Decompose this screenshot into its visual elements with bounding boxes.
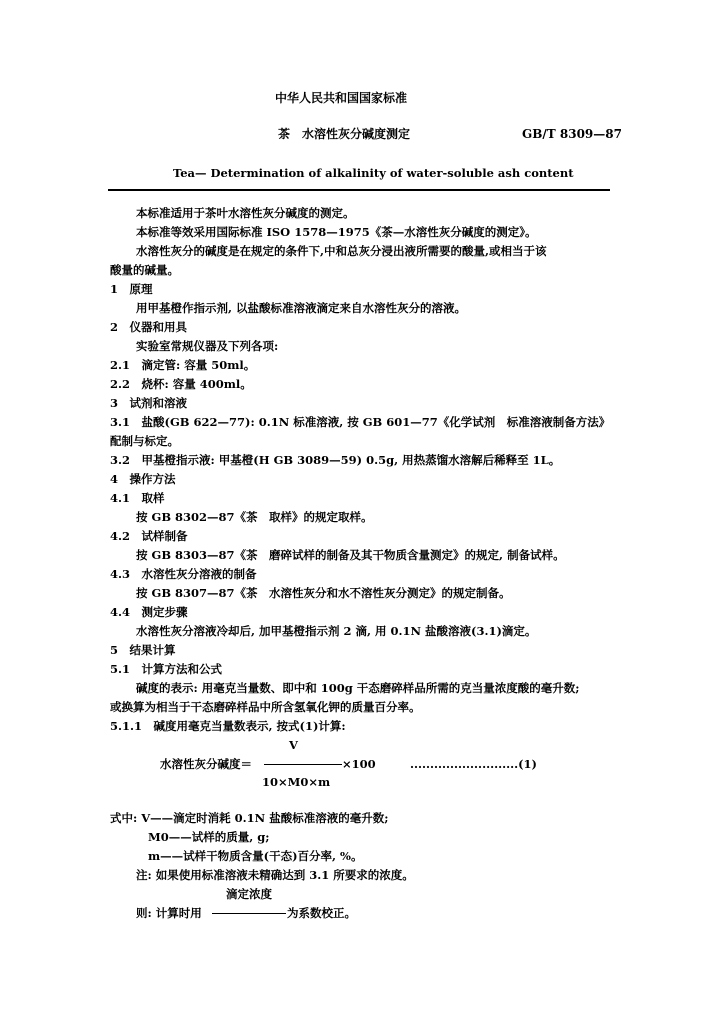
- where-m: m——试样干物质含量(干态)百分率, %。: [148, 849, 363, 863]
- standard-org-title: 中华人民共和国国家标准: [275, 91, 408, 105]
- formula-times-100: ×100: [342, 757, 376, 771]
- formula-number: ...........................(1): [410, 757, 537, 771]
- section-1-heading: 1 原理: [110, 282, 153, 296]
- note-then-suffix: 为系数校正。: [287, 906, 356, 920]
- section-4-2-text: 按 GB 8303—87《茶 磨碎试样的制备及其干物质含量测定》的规定, 制备试样。: [136, 548, 565, 562]
- section-2-text: 实验室常规仪器及下列各项:: [136, 339, 279, 353]
- intro-line-4: 酸量的碱量。: [110, 263, 179, 277]
- section-5-1-text-1: 碱度的表示: 用毫克当量数、即中和 100g 干态磨碎样品所需的克当量浓度酸的毫升数;: [136, 681, 580, 695]
- where-v: 式中: V——滴定时消耗 0.1N 盐酸标准溶液的毫升数;: [110, 811, 389, 825]
- standard-code: GB/T 8309—87: [522, 127, 622, 141]
- note-fraction-bar: [212, 913, 286, 914]
- note-then-prefix: 则: 计算时用: [136, 906, 202, 920]
- section-3-heading: 3 试剂和溶液: [110, 396, 188, 410]
- intro-line-2: 本标准等效采用国际标准 ISO 1578—1975《茶—水溶性灰分碱度的测定》。: [136, 225, 537, 239]
- section-5-1-heading: 5.1 计算方法和公式: [110, 662, 223, 676]
- section-3-2: 3.2 甲基橙指示液: 甲基橙(H GB 3089—59) 0.5g, 用热蒸馏水溶解后稀释至 1L。: [110, 453, 561, 467]
- note-line: 注: 如果使用标准溶液未精确达到 3.1 所要求的浓度。: [136, 868, 414, 882]
- intro-line-3: 水溶性灰分的碱度是在规定的条件下,中和总灰分浸出液所需要的酸量,或相当于该: [136, 244, 547, 258]
- section-3-1-line-2: 配制与标定。: [110, 434, 179, 448]
- formula-lhs: 水溶性灰分碱度＝: [160, 757, 252, 771]
- section-4-1-heading: 4.1 取样: [110, 491, 165, 505]
- note-fraction-numerator: 滴定浓度: [226, 887, 272, 901]
- section-4-2-heading: 4.2 试样制备: [110, 529, 188, 543]
- section-5-heading: 5 结果计算: [110, 643, 176, 657]
- formula-fraction-bar: [264, 764, 342, 765]
- section-2-2: 2.2 烧杯: 容量 400ml。: [110, 377, 252, 391]
- section-2-1: 2.1 滴定管: 容量 50ml。: [110, 358, 256, 372]
- section-4-3-text: 按 GB 8307—87《茶 水溶性灰分和水不溶性灰分测定》的规定制备。: [136, 586, 511, 600]
- intro-line-1: 本标准适用于茶叶水溶性灰分碱度的测定。: [136, 206, 355, 220]
- formula-denominator: 10×M0×m: [262, 775, 331, 789]
- standard-title-cn: 茶 水溶性灰分碱度测定: [278, 127, 411, 141]
- section-5-1-text-2: 或换算为相当于干态磨碎样品中所含氢氧化钾的质量百分率。: [110, 700, 421, 714]
- section-4-4-text: 水溶性灰分溶液冷却后, 加甲基橙指示剂 2 滴, 用 0.1N 盐酸溶液(3.1)滴定。: [136, 624, 537, 638]
- section-3-1-line-1: 3.1 盐酸(GB 622—77): 0.1N 标准溶液, 按 GB 601—77《化学试剂 标准溶液制备方法》: [110, 415, 611, 429]
- standard-title-en: Tea— Determination of alkalinity of water-soluble ash content: [173, 166, 574, 180]
- header-rule: [108, 189, 610, 191]
- section-4-4-heading: 4.4 测定步骤: [110, 605, 188, 619]
- formula-numerator: V: [289, 738, 298, 752]
- section-4-3-heading: 4.3 水溶性灰分溶液的制备: [110, 567, 257, 581]
- section-2-heading: 2 仪器和用具: [110, 320, 188, 334]
- section-4-heading: 4 操作方法: [110, 472, 176, 486]
- section-4-1-text: 按 GB 8302—87《茶 取样》的规定取样。: [136, 510, 373, 524]
- section-1-text: 用甲基橙作指示剂, 以盐酸标准溶液滴定来自水溶性灰分的溶液。: [136, 301, 467, 315]
- where-m0: M0——试样的质量, g;: [148, 830, 270, 844]
- section-5-1-1: 5.1.1 碱度用毫克当量数表示, 按式(1)计算:: [110, 719, 346, 733]
